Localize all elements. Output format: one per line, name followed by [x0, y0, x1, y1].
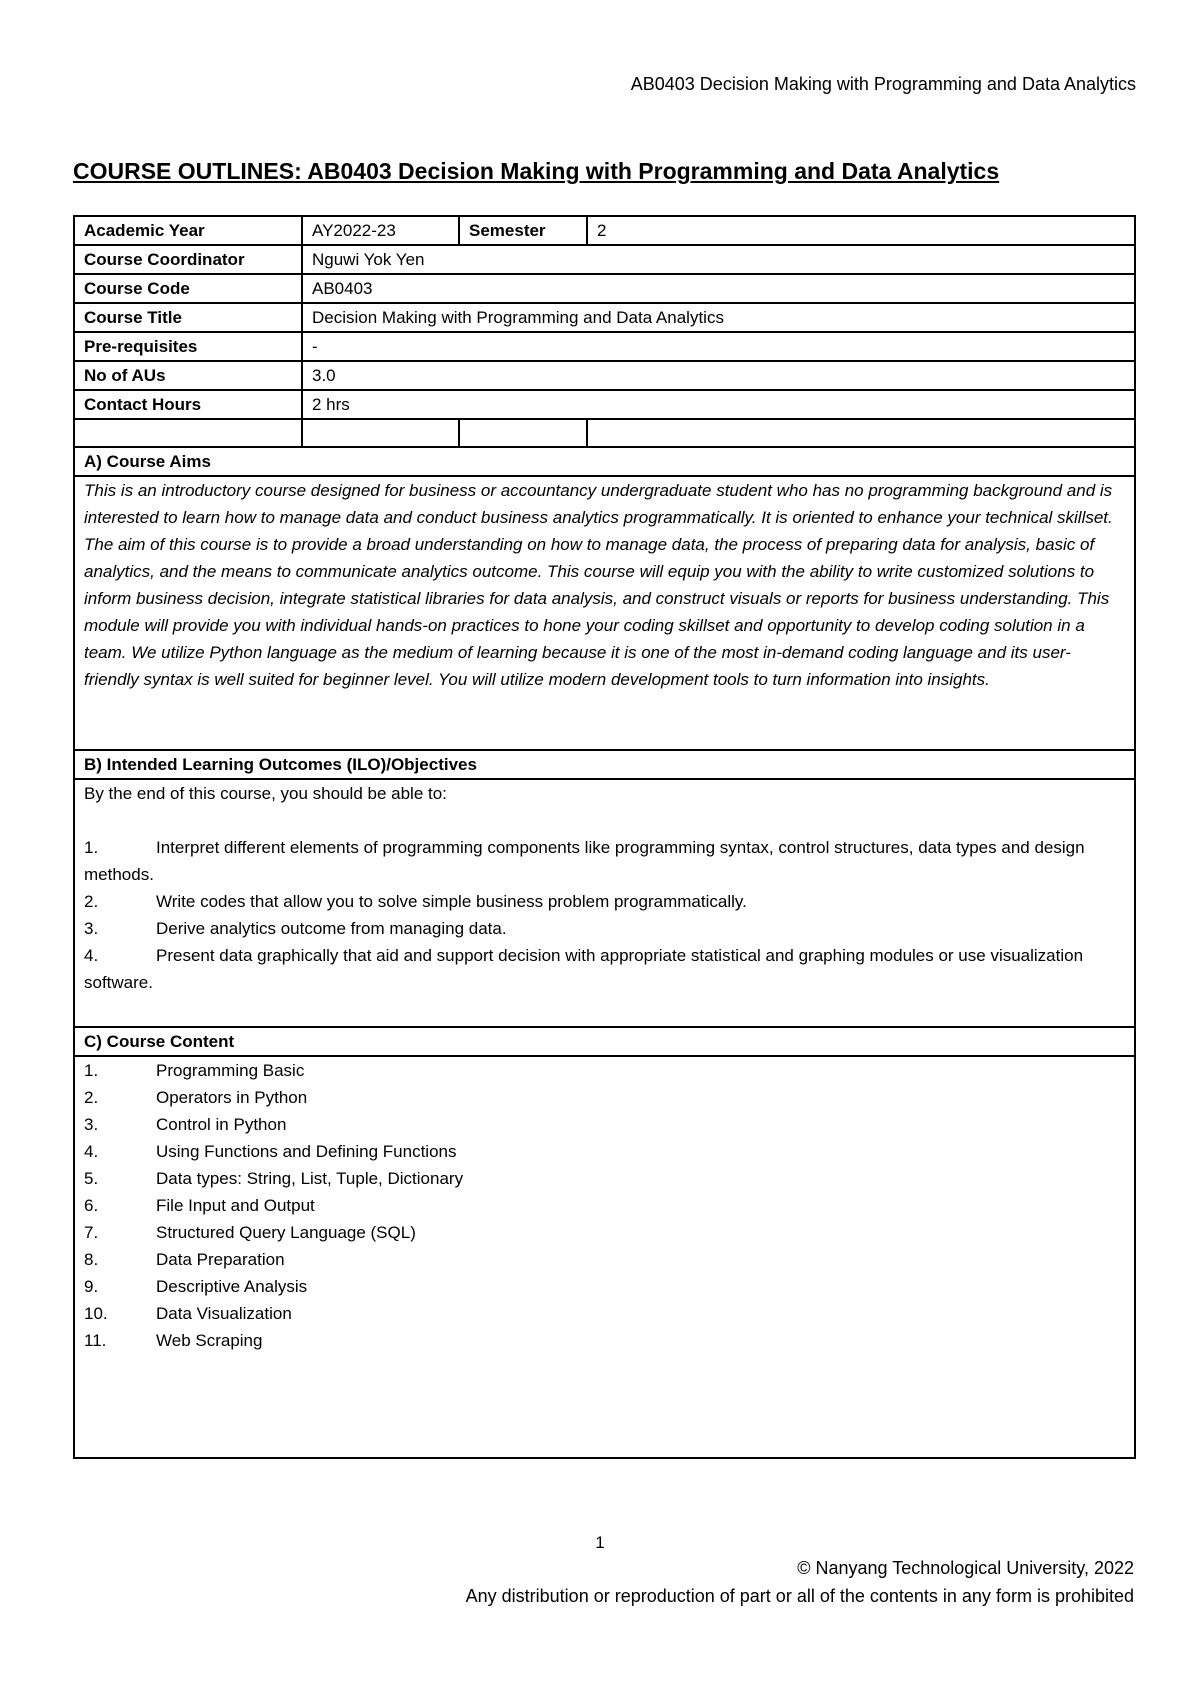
academic-year-label: Academic Year: [74, 216, 302, 245]
contact-hours-value: 2 hrs: [302, 390, 1135, 419]
course-aims-heading-row: [74, 447, 1135, 476]
list-item: 1. Programming Basic: [84, 1061, 305, 1080]
coordinator-value: Nguwi Yok Yen: [302, 245, 1135, 274]
empty-cell: [459, 419, 587, 447]
aus-value: 3.0: [302, 361, 1135, 390]
empty-cell: [74, 419, 302, 447]
empty-row: [74, 419, 1135, 447]
ilo-body-row: [74, 779, 1135, 1027]
course-code-label: Course Code: [74, 274, 302, 303]
empty-cell: [302, 419, 459, 447]
prerequisites-label: Pre-requisites: [74, 332, 302, 361]
footer-copyright: © Nanyang Technological University, 2022: [797, 1558, 1134, 1578]
list-item: 2. Operators in Python: [84, 1088, 308, 1107]
course-aims-heading: A) Course Aims: [74, 447, 1135, 476]
semester-label: Semester: [459, 216, 587, 245]
course-code-value: AB0403: [302, 274, 1135, 303]
course-outline-table: [73, 215, 1136, 1459]
semester-value: 2: [587, 216, 1135, 245]
page-title: COURSE OUTLINES: AB0403 Decision Making with Programming and Data Analytics: [73, 158, 1000, 184]
running-header: AB0403 Decision Making with Programming and Data Analytics: [630, 74, 1136, 94]
list-item: 4. Using Functions and Defining Functions: [84, 1142, 457, 1161]
ilo-list: [84, 834, 1125, 996]
page-number: 1: [595, 1533, 605, 1552]
course-aims-text: This is an introductory course designed for business or accountancy undergraduate student who has no programming background and is interested to learn how to manage data and conduct business analytics programmatically. It is oriented to enhance your technical skillset. The aim of this course is to provide a broad understanding on how to manage data, the process of preparing data for analysis, basic of analytics, and the means to communicate analytics outcome. This course will equip you with the ability to write customized solutions to inform business decision, integrate statistical libraries for data analysis, and construct visuals or reports for business understanding. This module will provide you with individual hands-on practices to hone your coding skillset and opportunity to develop coding solution in a team. We utilize Python language as the medium of learning because it is one of the most in-demand coding language and its user-friendly syntax is well suited for beginner level. You will utilize modern development tools to turn information into insights.: [74, 476, 1135, 750]
ilo-intro: By the end of this course, you should be able to:: [84, 784, 447, 803]
course-title-label: Course Title: [74, 303, 302, 332]
course-title-value: Decision Making with Programming and Data Analytics: [302, 303, 1135, 332]
list-item: 6. File Input and Output: [84, 1196, 315, 1215]
list-item: 3. Control in Python: [84, 1115, 287, 1134]
footer-notice: Any distribution or reproduction of part or all of the contents in any form is prohibited: [465, 1586, 1134, 1606]
course-content-heading-row: [74, 1027, 1135, 1056]
aus-label: No of AUs: [74, 361, 302, 390]
list-item: 11. Web Scraping: [84, 1331, 263, 1350]
academic-year-row: [74, 216, 1135, 245]
list-item: 9. Descriptive Analysis: [84, 1277, 308, 1296]
course-content-list: [84, 1057, 1125, 1354]
list-item: 1. Interpret different elements of programming components like programming syntax, control structures, data types and design methods.: [84, 838, 1085, 884]
list-item: 5. Data types: String, List, Tuple, Dictionary: [84, 1169, 464, 1188]
contact-hours-label: Contact Hours: [74, 390, 302, 419]
empty-cell: [587, 419, 1135, 447]
list-item: 3. Derive analytics outcome from managing data.: [84, 919, 507, 938]
list-item: 8. Data Preparation: [84, 1250, 285, 1269]
coordinator-row: [74, 245, 1135, 274]
list-item: 4. Present data graphically that aid and support decision with appropriate statistical and graphing modules or use visualization software.: [84, 946, 1084, 992]
course-content-body: [74, 1056, 1135, 1458]
ilo-heading: B) Intended Learning Outcomes (ILO)/Objectives: [74, 750, 1135, 779]
course-content-heading: C) Course Content: [74, 1027, 1135, 1056]
course-code-row: [74, 274, 1135, 303]
prerequisites-value: -: [302, 332, 1135, 361]
ilo-body: [74, 779, 1135, 1027]
list-item: 10. Data Visualization: [84, 1304, 292, 1323]
list-item: 7. Structured Query Language (SQL): [84, 1223, 416, 1242]
course-aims-body-row: [74, 476, 1135, 750]
academic-year-value: AY2022-23: [302, 216, 459, 245]
list-item: 2. Write codes that allow you to solve simple business problem programmatically.: [84, 892, 747, 911]
course-content-body-row: [74, 1056, 1135, 1458]
ilo-heading-row: [74, 750, 1135, 779]
coordinator-label: Course Coordinator: [74, 245, 302, 274]
prerequisites-row: [74, 332, 1135, 361]
aus-row: [74, 361, 1135, 390]
contact-hours-row: [74, 390, 1135, 419]
course-title-row: [74, 303, 1135, 332]
